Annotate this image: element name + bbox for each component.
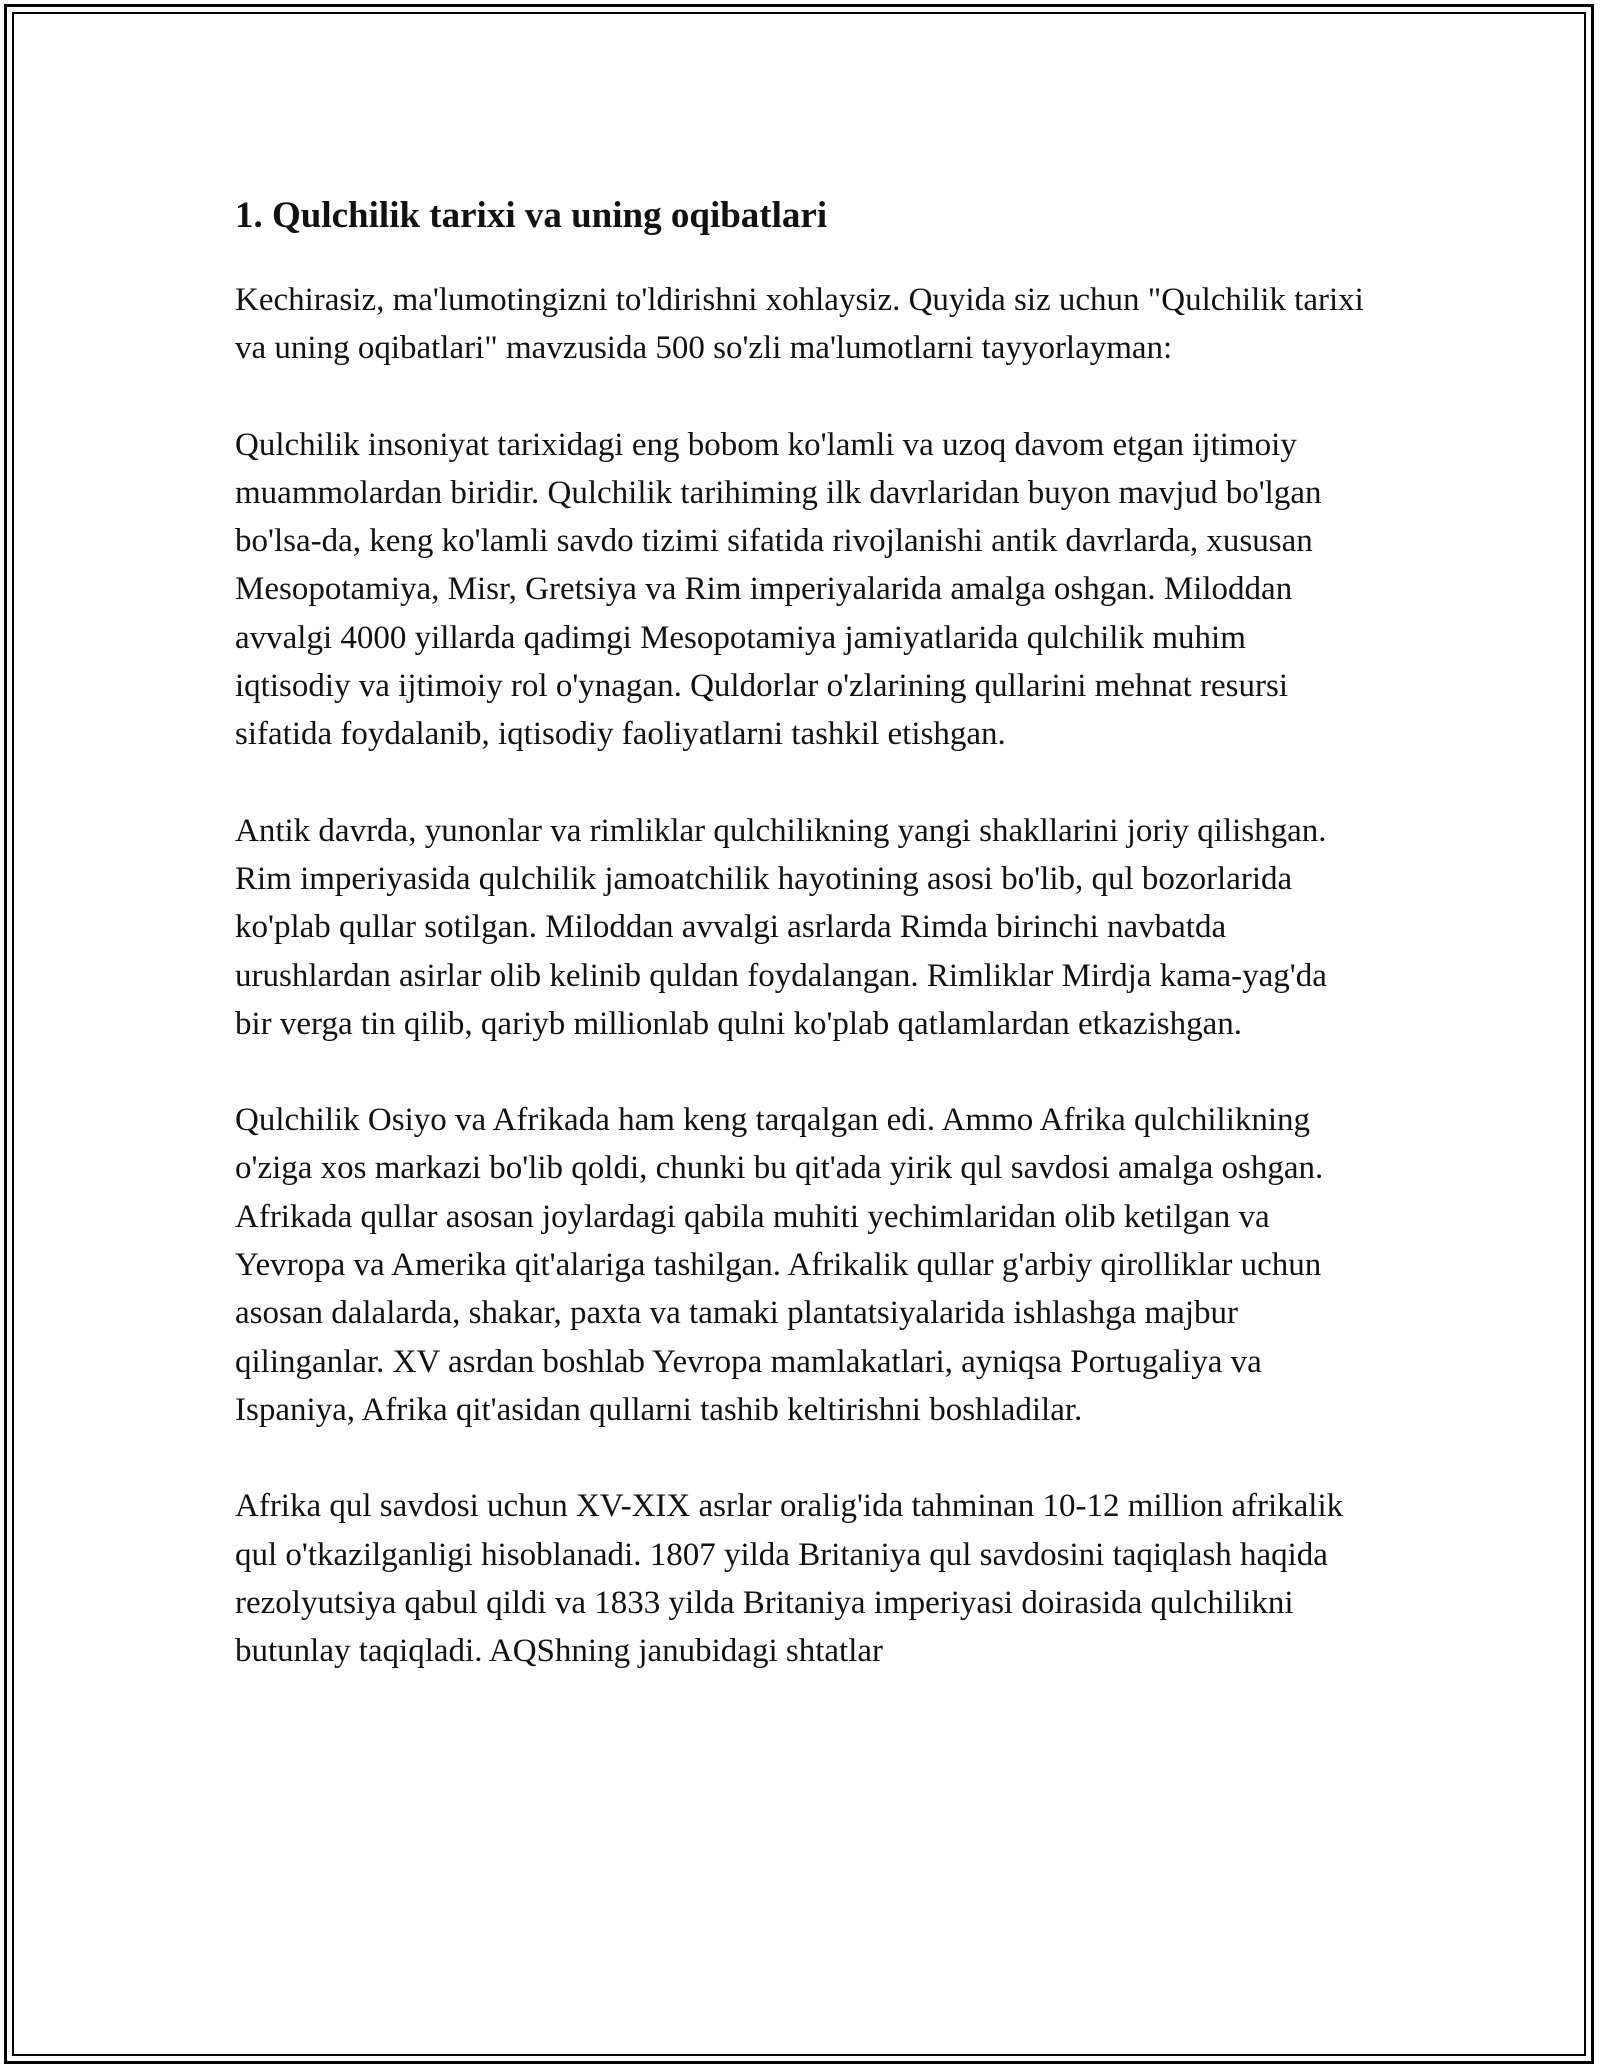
paragraph-intro: Kechirasiz, ma'lumotingizni to'ldirishni xohlaysiz. Quyida siz uchun "Qulchilik tarixi va uning oqibatlari" mavzusida 500 so'zli ma'lumotlarni tayyorlayman: — [235, 282, 1364, 367]
paragraph-antiquity: Antik davrda, yunonlar va rimliklar qulchilikning yangi shakllarini joriy qilishgan. Rim imperiyasida qulchilik jamoatchilik hayotining asosi bo'lib, qul bozorlarida ko'plab qullar sotilgan. Miloddan avvalgi asrlarda Rimda birinchi navbatda urushlardan asirlar olib kelinib quldan foydalangan. Rimliklar Mirdja kama-yag'da bir verga tin qilib, qariyb millionlab qulni ko'plab qatlamlardan etkazishgan. — [235, 812, 1327, 1042]
paragraph-asia-africa: Qulchilik Osiyo va Afrikada ham keng tarqalgan edi. Ammo Afrika qulchilikning o'ziga xos markazi bo'lib qoldi, chunki bu qit'ada yirik qul savdosi amalga oshgan. Afrikada qullar asosan joylardagi qabila muhiti yechimlaridan olib ketilgan va Yevropa va Amerika qit'alariga tashilgan. Afrikalik qullar g'arbiy qirolliklar uchun asosan dalalarda, shakar, paxta va tamaki plantatsiyalarida ishlashga majbur qilinganlar. XV asrdan boshlab Yevropa mamlakatlari, ayniqsa Portugaliya va Ispaniya, Afrika qit'asidan qullarni tashib keltirishni boshladilar. — [235, 1102, 1324, 1428]
document-body — [235, 188, 1365, 1723]
paragraph-ancient-history: Qulchilik insoniyat tarixidagi eng bobom ko'lamli va uzoq davom etgan ijtimoiy muammolardan biridir. Qulchilik tarihiming ilk davrlaridan buyon mavjud bo'lgan bo'lsa-da, keng ko'lamli savdo tizimi sifatida rivojlanishi antik davrlarda, xususan Mesopotamiya, Misr, Gretsiya va Rim imperiyalarida amalga oshgan. Miloddan avvalgi 4000 yillarda qadimgi Mesopotamiya jamiyatlarida qulchilik muhim iqtisodiy va ijtimoiy rol o'ynagan. Quldorlar o'zlarining qullarini mehnat resursi sifatida foydalanib, iqtisodiy faoliyatlarni tashkil etishgan. — [235, 426, 1322, 753]
section-heading: 1. Qulchilik tarixi va uning oqibatlari — [235, 195, 828, 236]
paragraph-abolition: Afrika qul savdosi uchun XV-XIX asrlar oralig'ida tahminan 10-12 million afrikalik qul o'tkazilganligi hisoblanadi. 1807 yilda Britaniya qul savdosini taqiqlash haqida rezolyutsiya qabul qildi va 1833 yilda Britaniya imperiyasi doirasida qulchilikni butunlay taqiqladi. AQShning janubidagi shtatlar — [235, 1488, 1344, 1670]
